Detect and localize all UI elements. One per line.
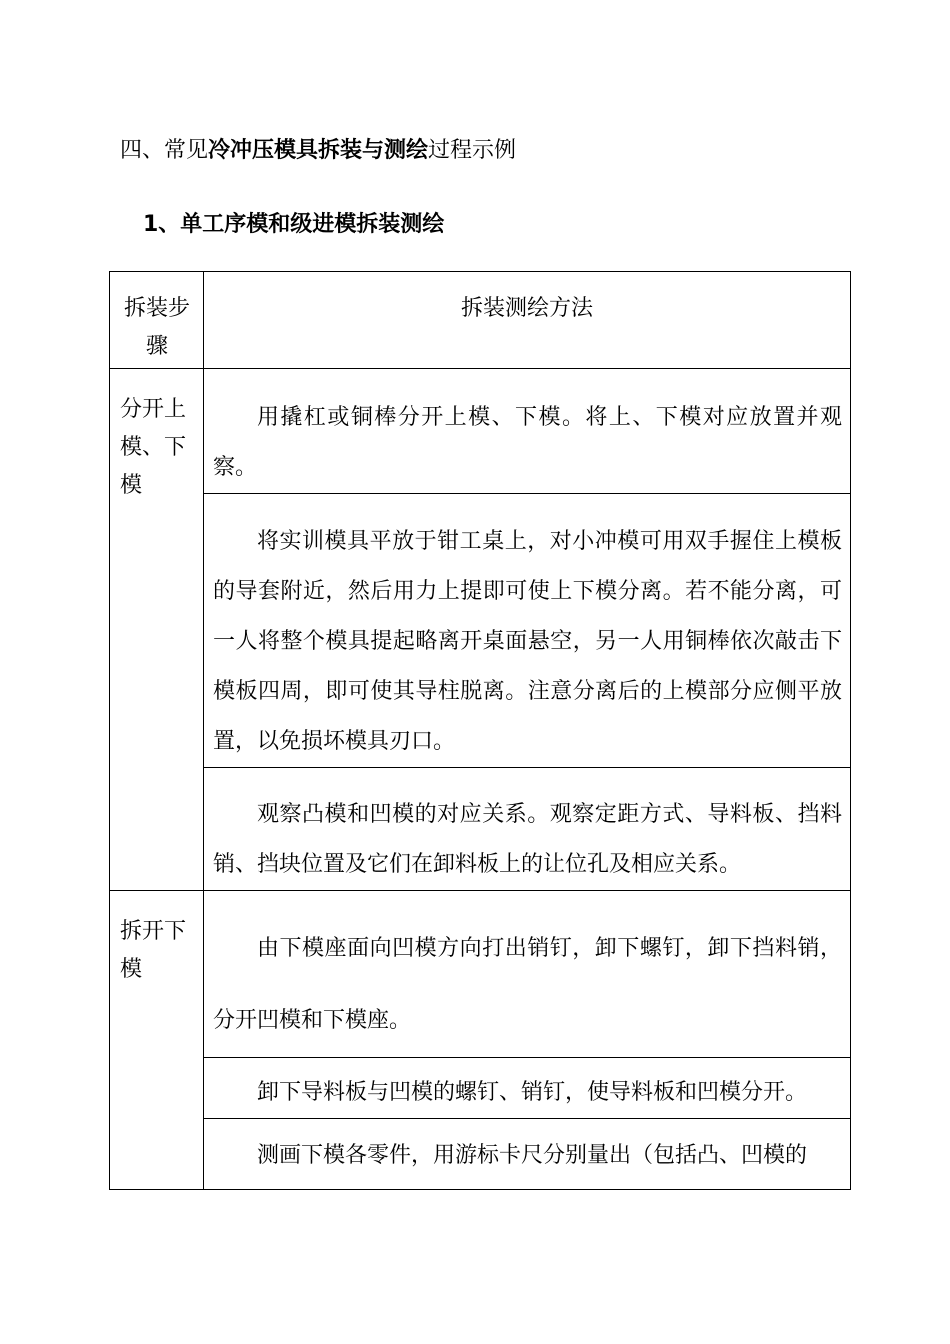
table-row <box>110 494 851 768</box>
method-text: 观察凸模和凹模的对应关系。观察定距方式、导料板、挡料销、挡块位置及它们在卸料板上的让位孔及相应关系。 <box>213 802 842 877</box>
method-cell <box>204 369 851 494</box>
step-cell <box>110 369 204 891</box>
heading-bold: 冷冲压模具拆装与测绘 <box>208 138 429 163</box>
method-cell <box>204 494 851 768</box>
subsection-heading: 1、单工序模和级进模拆装测绘 <box>143 212 445 237</box>
table-row <box>110 369 851 494</box>
method-text: 用撬杠或铜棒分开上模、下模。将上、下模对应放置并观察。 <box>213 405 842 480</box>
step-label: 分开上模、下模 <box>120 397 187 498</box>
method-text: 由下模座面向凹模方向打出销钉，卸下螺钉，卸下挡料销，分开凹模和下模座。 <box>213 936 842 1033</box>
step-cell <box>110 891 204 1190</box>
method-text: 测画下模各零件，用游标卡尺分别量出（包括凸、凹模的 <box>257 1143 808 1168</box>
table-row <box>110 891 851 1058</box>
method-text: 卸下导料板与凹模的螺钉、销钉，使导料板和凹模分开。 <box>257 1080 808 1105</box>
method-cell <box>204 891 851 1058</box>
table-row <box>110 768 851 891</box>
disassembly-table <box>109 271 851 1190</box>
header-method-label: 拆装测绘方法 <box>460 296 593 321</box>
method-cell <box>204 1119 851 1190</box>
heading-suffix: 过程示例 <box>428 138 517 163</box>
method-cell <box>204 768 851 891</box>
table-row <box>110 1119 851 1190</box>
header-step-cell <box>110 272 204 369</box>
heading-prefix: 四、常见 <box>120 138 209 163</box>
header-step-label: 拆装步骤 <box>123 296 190 359</box>
method-text: 将实训模具平放于钳工桌上，对小冲模可用双手握住上模板的导套附近，然后用力上提即可使上下模分离。若不能分离，可一人将整个模具提起略离开桌面悬空，另一人用铜棒依次敲击下模板四周，即可使其导柱脱离。注意分离后的上模部分应侧平放置，以免损坏模具刃口。 <box>213 529 842 754</box>
table-header-row <box>110 272 851 369</box>
method-cell <box>204 1058 851 1119</box>
header-method-cell <box>204 272 851 369</box>
section-heading <box>120 136 516 166</box>
table-row <box>110 1058 851 1119</box>
step-label: 拆开下模 <box>120 919 187 982</box>
